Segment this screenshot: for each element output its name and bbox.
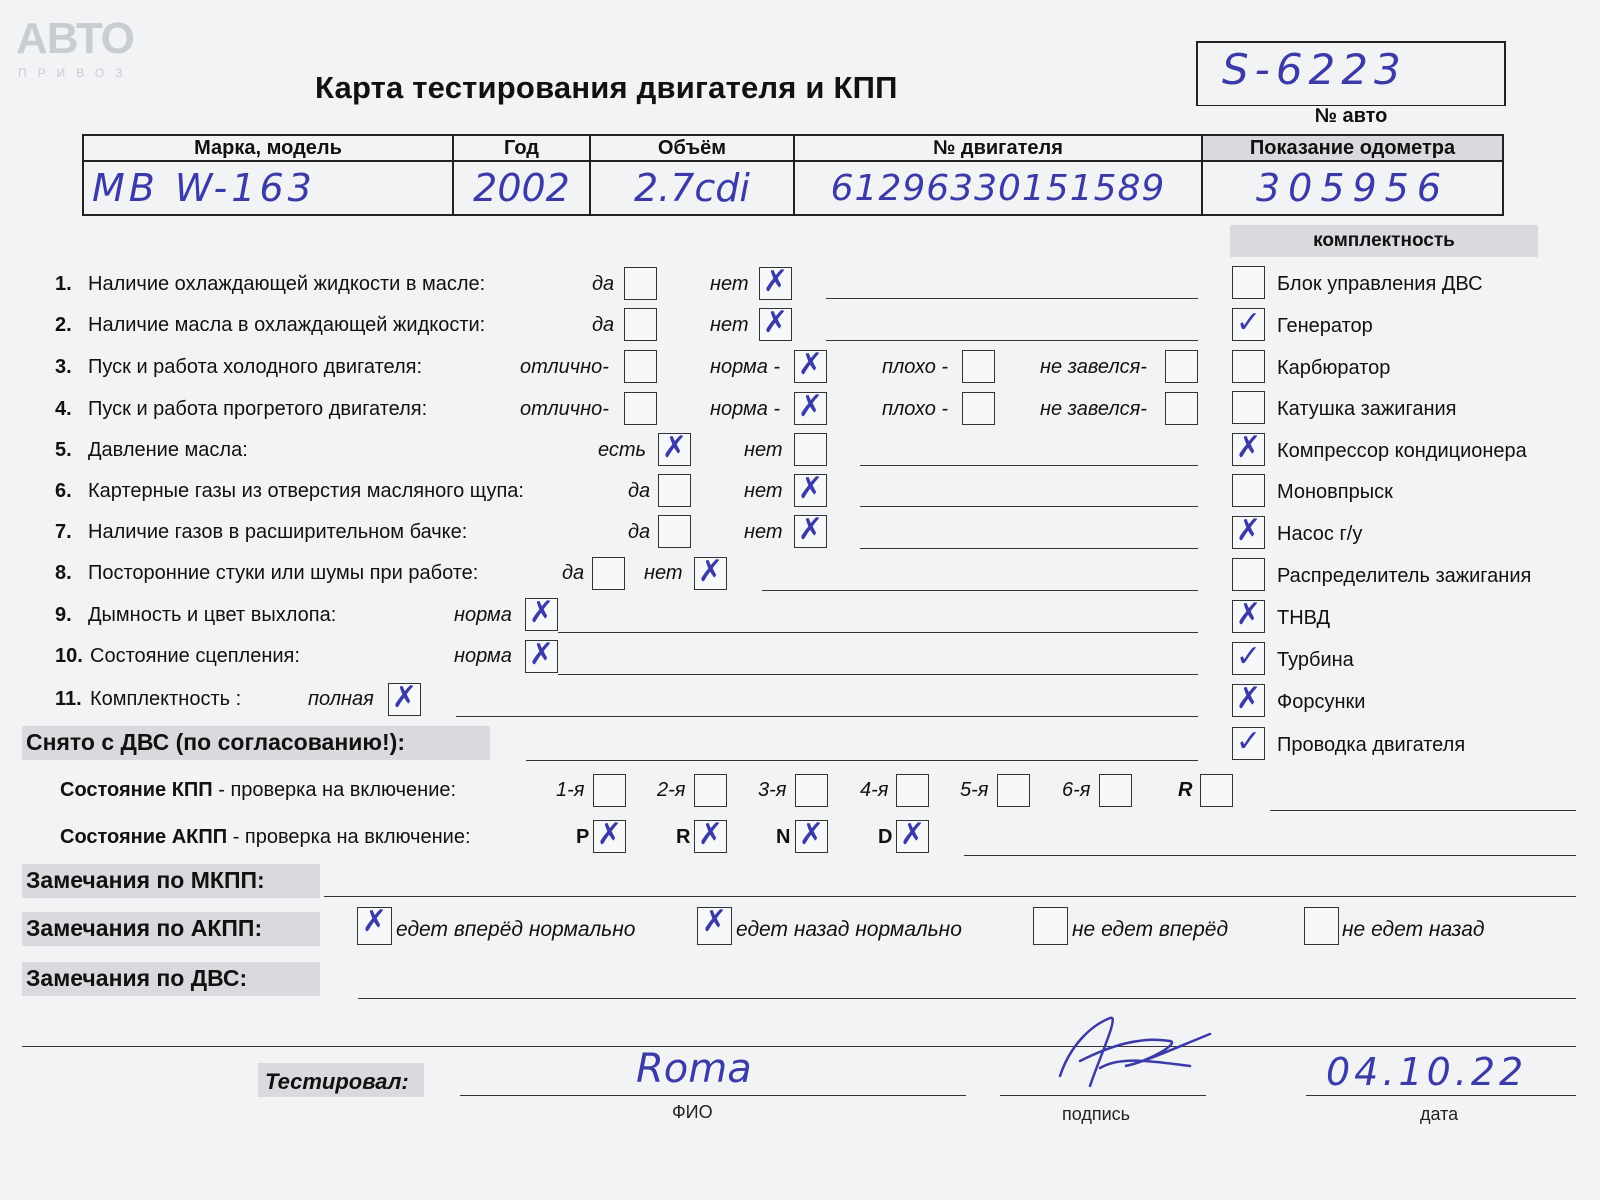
akpp-remark-label: едет назад нормально [736,918,962,941]
check-option-box[interactable] [658,430,691,466]
kit-checkbox[interactable] [1232,681,1265,717]
check-number: 11. [55,688,82,710]
logo-text: АВТО [16,14,134,63]
checkmark: ✗ [1235,597,1262,632]
akpp-gear-checkbox[interactable] [795,817,828,853]
name-caption: ФИО [672,1102,713,1122]
value-model: MB W-163 [83,161,453,215]
checkmark: ✗ [899,817,926,852]
kit-label: ТНВД [1277,607,1331,629]
check-number: 3. [55,356,72,378]
checkmark: ✗ [798,817,825,852]
remarks-extra-line [22,1046,1576,1047]
vehicle-header-table [82,134,1504,216]
akpp-remark-label: едет вперёд нормально [396,918,636,941]
page-title: Карта тестирования двигателя и КПП [315,70,898,105]
gear-label: 4-я [860,779,889,801]
check-number: 4. [55,398,72,420]
check-number: 10. [55,645,83,667]
check-number: 5. [55,439,72,461]
value-engine-number: 61296330151589 [794,161,1202,215]
check-option-box[interactable] [794,433,827,466]
gear-checkbox[interactable] [1099,774,1132,807]
removed-line [526,760,1198,761]
akpp-gear-label: P [576,826,590,848]
option-label: не завелся- [1040,356,1147,378]
kit-checkbox[interactable] [1232,474,1265,507]
name-line [460,1095,966,1096]
kit-checkbox[interactable] [1232,597,1265,633]
kit-label: Распределитель зажигания [1277,565,1532,587]
check-label: Наличие газов в расширительном бачке: [88,521,468,543]
car-number-label: № авто [1314,105,1388,127]
kit-checkbox[interactable] [1232,558,1265,591]
logo-subtext: ПРИВОЗ [18,66,134,80]
checkmark: ✗ [797,389,824,424]
akpp-label [60,826,471,849]
check-option-box[interactable] [658,474,691,507]
checkmark: ✗ [797,471,824,506]
option-label: нет [710,273,749,295]
notes-line [860,506,1198,507]
date-line [1306,1095,1576,1096]
option-label: норма [454,645,512,667]
kit-checkbox[interactable] [1232,724,1265,760]
option-label: не завелся- [1040,398,1147,420]
akpp-remark-checkbox[interactable] [357,904,392,945]
kit-checkbox[interactable] [1232,513,1265,549]
check-option-box[interactable] [759,264,792,300]
check-option-box[interactable] [1165,350,1198,383]
gear-label: 5-я [960,779,989,801]
check-number: 9. [55,604,72,626]
checkmark: ✗ [1235,681,1262,716]
check-number: 1. [55,273,72,295]
check-label: Состояние сцепления: [90,645,300,667]
checkmark: ✓ [1235,639,1262,674]
option-label: плохо - [882,356,949,378]
checkmark: ✗ [391,680,418,715]
col-header-engine-number: № двигателя [794,135,1202,161]
gear-checkbox[interactable] [896,774,929,807]
option-label: норма - [710,398,781,420]
gear-label: 6-я [1062,779,1091,801]
gear-checkbox[interactable] [795,774,828,807]
gear-label: 1-я [556,779,585,801]
value-volume: 2.7cdi [590,161,794,215]
checkmark: ✗ [762,305,789,340]
option-label: да [628,480,651,502]
akpp-line [964,855,1576,856]
check-label: Пуск и работа холодного двигателя: [88,356,423,378]
checkmark: ✗ [1235,430,1262,465]
check-option-box[interactable] [525,637,558,673]
test-date: 04.10.22 [1326,1050,1528,1094]
tester-name: Roma [636,1046,752,1092]
signature-line [1000,1095,1206,1096]
akpp-gear-checkbox[interactable] [896,817,929,853]
checkmark: ✗ [1235,513,1262,548]
value-odometer: 305956 [1202,161,1503,215]
removed-label: Снято с ДВС (по согласованию!): [26,729,405,755]
kit-label: Генератор [1277,315,1373,337]
tested-label: Тестировал: [265,1069,409,1094]
check-option-box[interactable] [388,680,421,716]
check-number: 6. [55,480,72,502]
checkmark: ✗ [701,904,728,939]
akpp-label-bold: Состояние АКПП [60,826,228,848]
car-number-box [1196,41,1506,106]
kit-checkbox[interactable] [1232,639,1265,675]
option-label: нет [744,521,783,543]
car-number-value: S-6223 [1222,45,1407,94]
kit-label: Турбина [1277,649,1354,671]
check-option-box[interactable] [794,471,827,507]
kit-label: Форсунки [1277,691,1366,713]
signature-caption: подпись [1062,1104,1131,1124]
checkmark: ✗ [596,817,623,852]
option-label: нет [744,480,783,502]
check-label: Комплектность : [90,688,242,710]
option-label: отлично- [520,356,609,378]
akpp-gear-label: R [676,826,691,848]
checkmark: ✗ [661,430,688,465]
option-label: нет [744,439,783,461]
gear-checkbox[interactable] [694,774,727,807]
kpp-label-rest: - проверка на включение: [212,779,457,801]
kpp-label [60,779,456,802]
option-label: полная [308,688,374,710]
akpp-gear-label: N [776,826,791,848]
option-label: да [592,314,615,336]
kit-title: комплектность [1313,230,1455,251]
option-label: нет [644,562,683,584]
check-label: Картерные газы из отверстия масляного щупа: [88,480,524,502]
check-label: Наличие охлаждающей жидкости в масле: [88,273,486,295]
kit-checkbox[interactable] [1232,350,1265,383]
check-option-box[interactable] [694,554,727,590]
check-option-box[interactable] [624,392,657,425]
check-label: Пуск и работа прогретого двигателя: [88,398,428,420]
signature-image [1030,1006,1230,1098]
date-caption: дата [1420,1104,1459,1124]
kpp-line [1270,810,1576,811]
notes-line [860,465,1198,466]
gear-label: 2-я [657,779,686,801]
check-option-box[interactable] [525,595,558,631]
kit-checkbox[interactable] [1232,305,1265,341]
remarks-mkpp-line [324,896,1576,897]
option-label: плохо - [882,398,949,420]
checkmark: ✗ [697,554,724,589]
kit-label: Насос г/у [1277,523,1363,545]
notes-line [826,340,1198,341]
notes-line [826,298,1198,299]
notes-line [860,548,1198,549]
gear-checkbox[interactable] [997,774,1030,807]
kit-label: Компрессор кондиционера [1277,440,1527,462]
akpp-remark-checkbox[interactable] [1033,907,1068,945]
notes-line [456,716,1198,717]
check-option-box[interactable] [658,515,691,548]
checkmark: ✗ [361,904,388,939]
checkmark: ✗ [528,595,555,630]
check-number: 8. [55,562,72,584]
checkmark: ✓ [1235,305,1262,340]
value-year: 2002 [453,161,590,215]
col-header-model: Марка, модель [83,135,453,161]
gear-label: R [1178,779,1193,801]
remarks-dvs-label: Замечания по ДВС: [26,965,248,991]
akpp-remark-checkbox[interactable] [1304,907,1339,945]
check-option-box[interactable] [624,308,657,341]
check-label: Наличие масла в охлаждающей жидкости: [88,314,486,336]
check-label: Посторонние стуки или шумы при работе: [88,562,479,584]
check-number: 7. [55,521,72,543]
notes-line [558,632,1198,633]
akpp-gear-label: D [878,826,893,848]
check-option-box[interactable] [1165,392,1198,425]
checkmark: ✓ [1235,724,1262,759]
kit-label: Моновпрыск [1277,481,1393,503]
check-number: 2. [55,314,72,336]
check-option-box[interactable] [794,347,827,383]
check-option-box[interactable] [759,305,792,341]
check-label: Давление масла: [88,439,248,461]
col-header-odometer: Показание одометра [1202,135,1503,161]
option-label: есть [598,439,647,461]
check-option-box[interactable] [794,512,827,548]
kit-label: Карбюратор [1277,357,1391,379]
akpp-remark-label: не едет назад [1342,918,1485,941]
option-label: нет [710,314,749,336]
checkmark: ✗ [697,817,724,852]
col-header-year: Год [453,135,590,161]
notes-line [762,590,1198,591]
option-label: да [562,562,585,584]
kit-label: Проводка двигателя [1277,734,1466,756]
kit-checkbox[interactable] [1232,430,1265,466]
check-option-box[interactable] [962,392,995,425]
akpp-remark-label: не едет вперёд [1072,918,1229,941]
option-label: да [592,273,615,295]
akpp-label-rest: - проверка на включение: [227,826,471,848]
col-header-volume: Объём [590,135,794,161]
check-option-box[interactable] [794,389,827,425]
check-option-box[interactable] [624,350,657,383]
check-option-box[interactable] [962,350,995,383]
checkmark: ✗ [797,512,824,547]
gear-label: 3-я [758,779,787,801]
checkmark: ✗ [528,637,555,672]
option-label: норма - [710,356,781,378]
notes-line [558,674,1198,675]
check-option-box[interactable] [624,267,657,300]
check-label: Дымность и цвет выхлопа: [88,604,337,626]
kit-label: Блок управления ДВС [1277,273,1483,295]
gear-checkbox[interactable] [593,774,626,807]
kpp-label-bold: Состояние КПП [60,779,213,801]
akpp-remark-checkbox[interactable] [697,904,732,945]
kit-label: Катушка зажигания [1277,398,1457,420]
check-option-box[interactable] [592,557,625,590]
option-label: норма [454,604,512,626]
option-label: да [628,521,651,543]
checkmark: ✗ [797,347,824,382]
checkmark: ✗ [762,264,789,299]
remarks-dvs-line [358,998,1576,999]
option-label: отлично- [520,398,609,420]
remarks-mkpp-label: Замечания по МКПП: [26,867,265,893]
remarks-akpp-label: Замечания по АКПП: [26,915,263,941]
kit-checkbox[interactable] [1232,391,1265,424]
akpp-gear-checkbox[interactable] [593,817,626,853]
gear-checkbox[interactable] [1200,774,1233,807]
kit-checkbox[interactable] [1232,266,1265,299]
akpp-gear-checkbox[interactable] [694,817,727,853]
